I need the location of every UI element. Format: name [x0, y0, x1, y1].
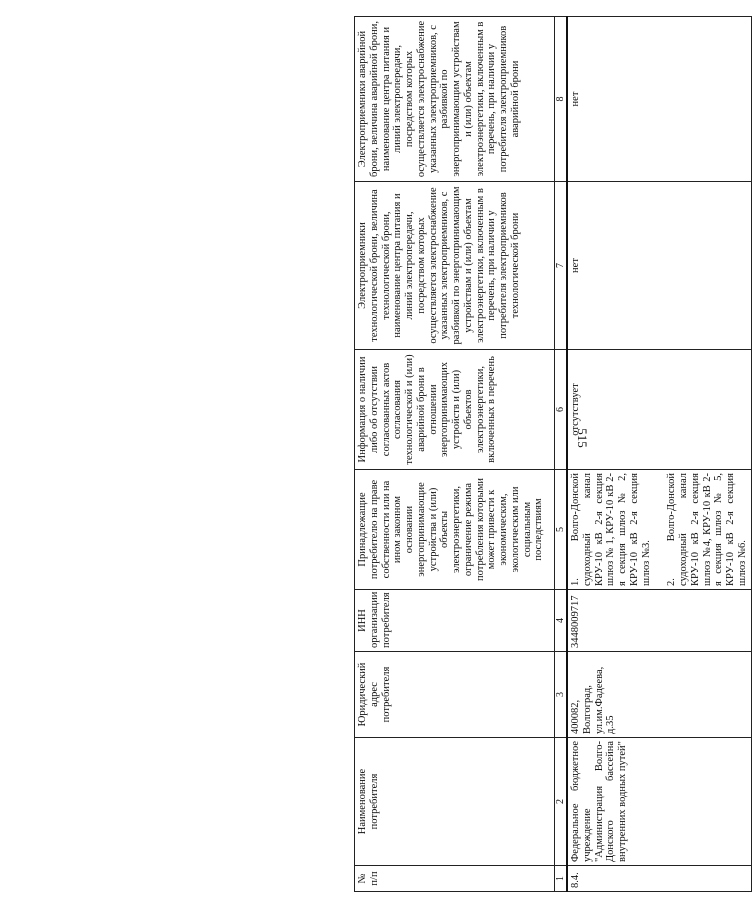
- header-inn: ИНН организации потребителя: [355, 590, 555, 652]
- header-devices: Принадлежащие потребителю на праве собственности или на ином законном основании энергопринимающие устройства и (или) объекты электроэнергетики, ограничение режима потребления которыми может привести к экономическим, экологическим или социальным последствиям: [355, 470, 555, 590]
- header-name: Наименование потребителя: [355, 738, 555, 866]
- header-tech-reserve: Электроприемники технологической брони, величина технологической брони, наименование центра питания и линий электропередачи, посредством которых осуществляется электроснабжение указанных электроприемников, с разбивкой по энергопринимающим устройствам и (или) объектам электроэнергетики, включенным в перечень, при наличии у потребителя электроприемников технологической брони: [355, 182, 555, 350]
- consumer-inn: 3448009717: [567, 590, 751, 652]
- header-num: № п/п: [355, 866, 555, 892]
- acts-status: отсутствует: [567, 350, 751, 470]
- column-number: 1: [555, 866, 568, 892]
- column-number: 2: [555, 738, 568, 866]
- tech-reserve-value: нет: [567, 182, 751, 350]
- header-acts: Информация о наличии либо об отсутствии согласованных актов согласования технологической и (или) аварийной брони в отношении энергопринимающих устройств и (или) объектов электроэнергетики, включенных в перечень: [355, 350, 555, 470]
- header-row: [355, 17, 555, 892]
- emergency-reserve-value: нет: [567, 17, 751, 182]
- table-row: [567, 17, 751, 892]
- column-number: 8: [555, 17, 568, 182]
- device-item-2: 2. Волго-Донской судоходный канал КРУ-10 кВ 2-я секция шлюз №4, КРУ-10 кВ 2-я секция шлюз № 5, КРУ-10 кВ 2-я секция шлюз №6.: [666, 473, 748, 586]
- consumer-name: Федеральное бюджетное учреждение "Администрация Волго-Донского бассейна внутренних водных путей": [567, 738, 751, 866]
- consumer-table: [354, 16, 752, 892]
- device-item-1: 1. Волго-Донской судоходный канал КРУ-10 кВ 2-я секция шлюз № 1, КРУ-10 кВ 2-я секция шлюз № 2, КРУ-10 кВ 2-я секция шлюз №3.: [570, 473, 652, 586]
- devices-cell: [567, 470, 751, 590]
- header-emergency-reserve: Электроприемники аварийной брони, величина аварийной брони, наименование центра питания и линий электропередачи, посредством которых осуществляется электроснабжение указанных электроприемников, с разбивкой по энергопринимающим устройствам и (или) объектам электроэнергетики, включенным в перечень, при наличии у потребителя электроприемников аварийной брони: [355, 17, 555, 182]
- column-number: 7: [555, 182, 568, 350]
- column-number: 3: [555, 652, 568, 738]
- column-number: 5: [555, 470, 568, 590]
- page-number: 515: [575, 428, 590, 448]
- header-address: Юридический адрес потребителя: [355, 652, 555, 738]
- column-number-row: [555, 17, 568, 892]
- row-num: 8.4.: [567, 866, 751, 892]
- column-number: 4: [555, 590, 568, 652]
- consumer-address: 400082, Волгоград, ул.им.Фадеева, д.35: [567, 652, 751, 738]
- rotated-table-container: [354, 17, 748, 892]
- column-number: 6: [555, 350, 568, 470]
